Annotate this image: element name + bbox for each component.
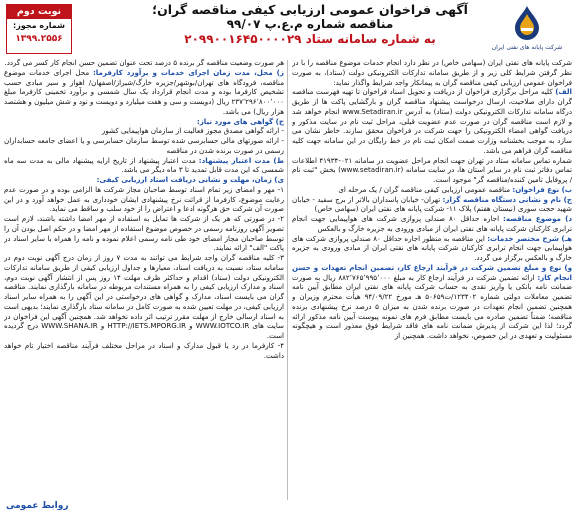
- clause-paragraph: [292, 87, 572, 155]
- clause-text: مدت اعتبار پیشنهاد از تاریخ ارایه پیشنهاد مالی به مدت سه ماه شمسی که این مدت قابل تمدید تا ۳ ماه دیگر می باشد.: [4, 155, 284, 175]
- oil-drop-icon: [507, 4, 547, 40]
- clause-heading: هـ) شرح مختصر خدمات:: [487, 233, 572, 243]
- clause-text: ۳- کلیه مناقصه گران واجد شرایط می توانند به مدت ۷ روز از زمان درج آگهی نوبت دوم در سامانه ستاد، نسبت به دریافت اسناد، معیارها و جداول ارزیابی کیفی از طریق سامانه تدارکات الکترونیکی دولت (ستاد) اقدام و حداکثر ظرف مهلت ۱۴ روز پس از انتشار آگهی نوبت دوم، اسناد و مدارک ارزیابی کیفی را به همراه مستندات مربوطه در سامانه بارگذاری نمایند. مناقصه گران می بایست اسناد، مدارک و گواهی های درخواستی در این آگهی را به همراه سایر اسناد ارزیابی کیفی، در مهلت تعیین شده به صورت کامل در سامانه ستاد بارگذاری نمایند؛ بدیهی است به اسناد ارسالی خارج از مهلت مقرر ترتیب اثر داده نخواهد شد. همچنین آگهی این فراخوان در سایت های WWW.IOTCO.IR و HTTP://IETS.MPORG.IR و WWW.SHANA.IR درج گردیده است.: [4, 253, 284, 340]
- clause-paragraph: [292, 234, 572, 263]
- clause-text: شرکت پایانه های نفتی ایران (سهامی خاص) در نظر دارد انجام خدمات موضوع مناقصه را با در نظر گرفتن شرایط کلی زیر و از طریق سامانه تدارکات الکترونیکی دولت (ستاد)، به صورت فراخوان عمومی ارزیابی کیفی مناقصه گران به پیمانکار واجد شرایط واگذار نماید:: [292, 58, 572, 87]
- clause-heading: و) نوع و مبلغ تضمین شرکت در فرآیند ارجاع کار، تضمین انجام تعهدات و حسن انجام کار:: [292, 262, 572, 282]
- clause-paragraph: [4, 68, 284, 117]
- setad-number: به شماره سامانه ستاد ۲۰۹۹۰۰۱۶۴۵۰۰۰۰۲۹: [184, 32, 436, 46]
- clause-text: اجاره حداقل ۸۰ صندلی پروازی شرکت های هواپیمایی جهت انجام ترابری کارکنان شرکت پایانه های نفتی ایران از مبادی ورودی به جزیره خارگ و بالعکس: [292, 214, 572, 233]
- clause-paragraph: [4, 117, 284, 127]
- ad-title: آگهی فراخوان عمومی ارزیابی کیفی مناقصه گران؛: [152, 2, 468, 17]
- clause-heading: الف): [555, 87, 572, 97]
- permit-number: ۱۳۹۹.۲۵۵۶: [15, 34, 63, 44]
- clause-paragraph: [4, 126, 284, 136]
- ad-titles: [140, 2, 480, 47]
- right-column: [292, 58, 572, 508]
- permit-label: شماره مجوز:: [13, 21, 65, 30]
- clause-text: - ارائه گواهی مصدق مجوز فعالیت از سازمان هواپیمایی کشور: [101, 126, 284, 136]
- clause-paragraph: [4, 175, 284, 185]
- clause-heading: ج) نام و نشانی دستگاه مناقصه گزار:: [442, 194, 572, 204]
- public-relations-signature: روابط عمومی: [6, 501, 69, 511]
- clause-text: کلیه مراحل برگزاری فراخوان از دریافت و تحویل اسناد فراخوان تا تهیه فهرست مناقصه گران دارای صلاحیت، ارسال درخواست پیشنهاد مناقصه گران و بارگشایی پاکت ها از طریق درگاه سامانه تدارکات الکترونیکی دولت (ستاد) به آدرس www.Setadiran.ir انجام خواهد شد و لازم است مناقصه گران در صورت عدم عضویت قبلی، مراحل ثبت نام در سایت مذکور و دریافت گواهی امضاء الکترونیکی را جهت شرکت در فراخوان محقق سازند. خاطر نشان می سازد به موجب بخشنامه وزارت صمت امکان ثبت نام در خط رایگان در این سامانه جهت کلیه مناقصه گران فراهم می باشد.: [292, 87, 572, 155]
- clause-heading: د) موضوع مناقصه:: [503, 214, 572, 223]
- clause-text: این مناقصه به منظور اجاره حداقل ۸۰ صندلی پروازی شرکت های هواپیمایی جهت انجام ترابری کارکنان شرکت پایانه های نفتی ایران از مبادی ورودی به جزیره خارگ و بالعکس برگزار می گردد.: [292, 233, 572, 262]
- clause-paragraph: [4, 341, 284, 361]
- clause-paragraph: [4, 185, 284, 214]
- clause-text: شماره تماس سامانه ستاد در تهران جهت انجام مراحل عضویت در سامانه ۰۲۱-۴۱۹۳۴ اطلاعات تماس دفاتر ثبت نام در سایر استان ها، در سایت سامانه (www.setadiran.ir) بخش "ثبت نام / پروفایل تامین کننده/مناقصه گر" موجود است.: [292, 155, 572, 184]
- clause-text: هر صورت وضعیت مناقصه گر برنده ۵ درصد تحت عنوان تضمین حسن انجام کار کسر می گردد.: [4, 58, 284, 67]
- left-column: [4, 58, 284, 508]
- clause-paragraph: [292, 214, 572, 234]
- clause-paragraph: [4, 214, 284, 253]
- clause-heading: ز) محل، مدت زمان اجرای خدمات و برآورد کارفرما:: [92, 67, 284, 77]
- clause-text: ۱- مهر و امضای زیر تمام اسناد توسط صاحبان مجاز شرکت ها الزامی بوده و در صورت عدم رعایت موضوع، کارفرما از قرائت نرخ پیشنهادی ایشان خودداری به عمل خواهد آورد و در این صورت آن شرکت حق هرگونه ادعا و اعتراض را از خود سلب و ساقط می نماید.: [4, 184, 284, 214]
- clause-text: ۴- کارفرما در رد یا قبول مدارک و اسناد در مراحل مختلف فرآیند مناقصه اختیار تام خواهد داشت.: [4, 340, 284, 360]
- ad-body: [4, 58, 572, 508]
- clause-heading: ط) مدت اعتبار پیشنهاد:: [198, 155, 284, 165]
- clause-paragraph: [4, 253, 284, 341]
- round-label: نوبت دوم: [7, 5, 71, 19]
- clause-paragraph: [292, 263, 572, 341]
- clause-paragraph: [292, 58, 572, 87]
- clause-paragraph: [4, 58, 284, 68]
- round-badge: [6, 4, 72, 54]
- clause-paragraph: [292, 156, 572, 185]
- clause-text: مناقصه عمومی ارزیابی کیفی مناقصه گران / یک مرحله ای: [338, 184, 511, 194]
- clause-text: محل اجرای خدمات موضوع مناقصه، فرودگاه های تهران/بوشهر/جزیره خارگ/شیراز/اصفهان/ اهواز و سیر مبادی حسب تشخیص کارفرما بوده و مدت انجام قرارداد یک سال شمسی و برآورد تخمینی کارفرما مبلغ ۲۳۷٬۲۹۶٬۸۰۰٬۰۰۰ ریال (دویست و سی و هفت میلیارد و دویست و نود و شش میلیون و هشتصد هزار ریال) می باشد.: [4, 67, 284, 116]
- tender-number: مناقصه شماره م.ع.پ ۹۹/۰۷: [226, 17, 394, 31]
- company-logo: [484, 4, 570, 54]
- clause-text: - ارائه صورتهای مالی حسابرسی شده توسط سازمان حسابرسی و یا اعضای جامعه حسابداران رسمی در صورت برنده شدن در مناقصه: [4, 136, 284, 155]
- ad-header: [0, 0, 576, 56]
- clause-heading: ب) نوع فراخوان:: [512, 184, 572, 194]
- logo-caption: شرکت پایانه های نفتی ایران: [491, 44, 563, 51]
- clause-paragraph: [292, 195, 572, 215]
- clause-text: تهران- خیابان پاسداران بالاتر از برج سفید - خیابان شهید حجت سوری (نیستان هفتم) پلاک ۱۱- شرکت پایانه های نفتی ایران (سهامی خاص): [292, 194, 572, 214]
- clause-heading: ی) زمان، مهلت و نشانی دریافت اسناد ارزیابی کیفی:: [96, 175, 284, 184]
- clause-heading: ح) گواهی های مورد نیاز:: [196, 116, 284, 126]
- clause-text: ۲- در صورتی که هر یک از شرکت ها تمایل به استفاده از مهر امضا داشته باشند، لازم است تصویر آگهی روزنامه رسمی در خصوص موضوع استفاده از مهر امضا و در حکم اصل بودن آن را توسط صاحبان مجاز امضای خود طی نامه رسمی اعلام نموده و نامه را همراه با سایر اسناد در پاکت "الف" ارائه نمایند.: [4, 214, 284, 253]
- clause-paragraph: [4, 156, 284, 176]
- column-divider: [287, 60, 288, 500]
- clause-text: ارائه تضمین شرکت در فرآیند ارجاع کار به مبلغ ۸۸۲٬۷۶۵٬۹۹۵٬۰۰۰ ریال به صورت ضمانت نامه بانکی یا واریز نقدی به حساب شرکت پایانه های نفتی ایران مطابق آیین نامه تضمین معاملات دولتی شماره ۱۲۳۴۰۲/ت۵۰۶۵۹ هـ مورخ ۹۴/۰۹/۲۲ هیأت محترم وزیران و همچنین تضمین انجام تعهدات در صورت برنده شدن به میزان ۵ درصد نرخ پیشنهادی برنده مناقصه؛ ضمناً تضمین صادره می بایست مطابق فرم های نمونه پیوست آیین نامه مذکور ارائه گردد؛ لذا این شرکت از پذیرش ضمانت نامه های فاقد شرایط فوق معذور است و هیچگونه مسئولیت و تعهدی در این خصوص، نخواهد داشت. همچنین از: [292, 272, 572, 340]
- clause-paragraph: [292, 185, 572, 195]
- clause-paragraph: [4, 136, 284, 156]
